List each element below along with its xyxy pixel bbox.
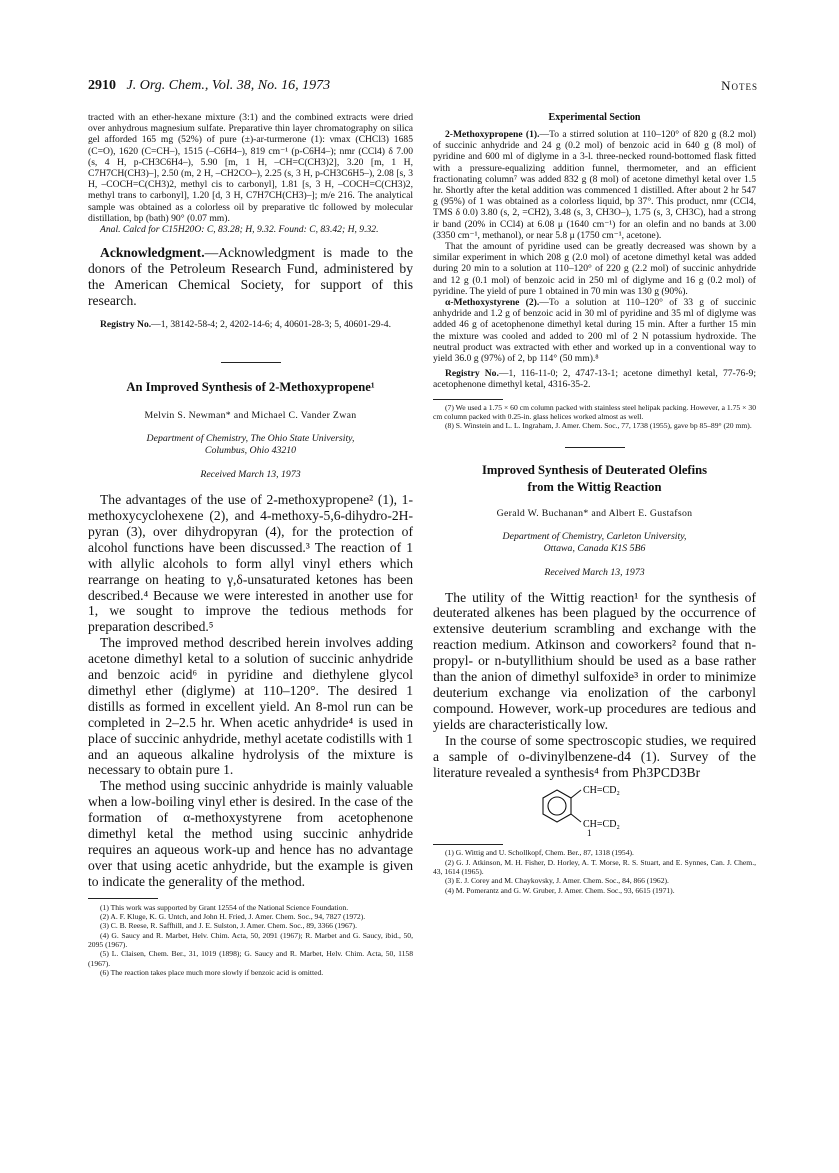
registry-text: —1, 116-11-0; 2, 4747-13-1; acetone dimethyl ketal, 77-76-9; acetophenone dimethyl ketal, 4316-35-2. (433, 368, 757, 391)
analysis-line: Anal. Calcd for C15H20O: C, 83.28; H, 9.32. Found: C, 83.42; H, 9.32. (100, 224, 379, 236)
structure-number: 1 (587, 828, 592, 837)
experimental-heading: Experimental Section (548, 112, 641, 123)
body-paragraph-2: In the course of some spectroscopic studies, we required a sample of o-divinylbenzene-d4 (1). Survey of the literature revealed a synthesis⁴ from Ph3PCD3Br (433, 732, 756, 780)
footnote: (4) G. Saucy and R. Marbet, Helv. Chim. Acta, 50, 2091 (1967); R. Marbet and G. Saucy, ibid., 50, 2095 (1967). (88, 930, 413, 949)
structure-drawing (433, 780, 756, 836)
experimental-paragraph-2: That the amount of pyridine used can be greatly decreased was shown by a similar experiment in which 208 g (2.0 mol) of acetone dimethyl ketal was added during 20 min to a solution at 110–120° of 220 g (2.2 mol) of succinic anhydride and 12 g (0.1 mol) of benzoic acid in 250 ml of diglyme and 16 g (0.2 mol) of pyridine. The yield of pure 1 obtained in 70 min was 130 g (90%). (433, 241, 756, 297)
running-head (88, 78, 330, 94)
continued-paragraph: tracted with an ether-hexane mixture (3:1) and the combined extracts were dried over anhydrous magnesium sulfate. Preparative thin layer chromatography on silica gel afforded 165 mg (52%) of pure (±)-ar-turmerone (1): νmax (CHCl3) 1685 (C=O), 1620 (C=CH–), 1515 (–C6H4–), 819 cm⁻¹ (p-C6H4–); nmr (CCl4) δ 7.00 (s, 4 H, p-CH3C6H4–), 5.90 [m, 1 H, –CH=C(CH3)2], 3.20 [m, 1 H, C7H7CH(CH3)–], 2.50 (m, 2 H, –CH2CO–), 2.25 (s, 3 H, p-CH3C6H5–), 2.08 [s, 3 H, –COCH=C(CH3)2, methyl cis to carbonyl], 1.81 [s, 3 H, –COCH=C(CH3)2, methyl trans to carbonyl], 1.20 [d, 3 H, C7H7CH(CH3)–]; m/e 216. The analytical sample was obtained as a colorless oil by preparative tlc followed by molecular distillation, bp (bath) 90° (0.07 mm). (88, 112, 413, 224)
footnote: (4) M. Pomerantz and G. W. Gruber, J. Amer. Chem. Soc., 93, 6615 (1971). (445, 885, 675, 895)
structure-substituent-top: CH=CD₂ (583, 785, 620, 797)
affiliation-line-1: Department of Chemistry, Carleton University, (502, 530, 687, 542)
section-label: Notes (721, 78, 758, 93)
footnotes (433, 403, 756, 431)
acknowledgment-paragraph (88, 245, 413, 309)
footnote-rule (88, 898, 158, 899)
received-date: Received March 13, 1973 (200, 469, 301, 481)
registry-heading: Registry No. (100, 318, 152, 330)
body-paragraph-3: The method using succinic anhydride is mainly valuable when a low-boiling vinyl ether is desired. In the case of the formation of α-methoxystyrene from acetophenone dimethyl ketal the method using succinic anhydride requires an aqueous work-up and hence has no advantage over that using acetic anhydride, but the example is given to indicate the generality of the method. (88, 778, 413, 889)
body-paragraph-2: The improved method described herein involves adding acetone dimethyl ketal to a solution of succinic anhydride and benzoic acid⁶ in pyridine and diethylene glycol dimethyl ether (diglyme) at 110–120°. The desired 1 distills as formed in excellent yield. An 8-mol run can be completed in 2–2.5 hr. When acetic anhydride⁴ is used in place of succinic anhydride, methyl acetate codistills with 1 and an aqueous alkaline hydrolysis of the mixture is necessary to obtain pure 1. (88, 635, 414, 778)
compound-heading: 2-Methoxypropene (1). (445, 129, 540, 140)
experimental-paragraph-3 (433, 297, 756, 364)
affiliation-line-2: Columbus, Ohio 43210 (204, 445, 297, 457)
experimental-paragraph-1 (433, 129, 756, 241)
registry-paragraph (88, 319, 413, 330)
journal-citation: J. Org. Chem., Vol. 38, No. 16, 1973 (126, 78, 331, 93)
article-title-line-1: Improved Synthesis of Deuterated Olefins (481, 462, 708, 477)
acknowledgment-text: —Acknowledgment is made to the donors of the Petroleum Research Fund, administered by the American Chemical Society, for support of this research. (88, 245, 413, 308)
benzene-ring-icon (543, 790, 581, 822)
acknowledgment-heading: Acknowledgment. (100, 245, 205, 261)
procedure-text: —To a stirred solution at 110–120° of 820 g (8.2 mol) of succinic anhydride and 24 g (0.2 mol) of benzoic acid in 640 g (8 mol) of pyridine and 600 ml of diglyme in a 3-l. three-necked round-bottomed flask fitted with a pressure-equalizing addition funnel, thermometer, and an efficient fractionating column⁷ was added 832 g (8 mol) of acetone dimethyl ketal over 1.5 hr. Shortly after the ketal addition was commenced 1 distilled. After about 2 hr 547 g (95%) of 1 was obtained as a colorless liquid, bp 37°. This product, nmr (CCl4, TMS δ 0.0) 3.80 (s, 2, =CH2), 3.48 (s, 3, CH3O–), 1.75 (s, 3, CH3C), had a strong ir band (20% in CCl4) at 6.08 μ (1640 cm⁻¹) for an olefin and no bands at 3.00 (3350 cm⁻¹, methanol), or near 5.8 μ (1750 cm⁻¹, acetone). (433, 129, 756, 241)
footnote-rule (433, 844, 503, 845)
structure-substituent-bottom: CH=CD₂ (583, 819, 620, 831)
left-column (88, 112, 413, 977)
body-paragraph-1: The advantages of the use of 2-methoxypropene² (1), 1-methoxycyclohexene (2), and 4-methoxy-5,6-dihydro-2H-pyran (3), over dihydropyran (4), for the protection of alcohol functions have been discussed.³ The reaction of 1 with allylic alcohols to form allyl vinyl ethers which rearrange on heating to γ,δ-unsaturated ketones has been described.⁴ Because we were interested in another use for 1, we sought to improve the tedious methods for preparation described.⁵ (88, 492, 413, 635)
right-column (433, 112, 756, 895)
affiliation (433, 531, 756, 555)
footnote: (5) L. Claisen, Chem. Ber., 31, 1019 (1898); G. Saucy and R. Marbet, Helv. Chim. Acta, 50, 1158 (1967). (88, 949, 413, 968)
page-number: 2910 (88, 78, 116, 93)
article-authors: Gerald W. Buchanan* and Albert E. Gustafson (496, 507, 693, 519)
registry-heading: Registry No. (445, 368, 499, 380)
affiliation-line-2: Ottawa, Canada K1S 5B6 (543, 542, 646, 554)
footnotes (433, 848, 756, 894)
registry-paragraph (433, 368, 756, 390)
footnote: (1) This work was supported by Grant 12554 of the National Science Foundation. (100, 902, 349, 912)
article-title: An Improved Synthesis of 2-Methoxypropene¹ (126, 380, 375, 395)
affiliation-line-1: Department of Chemistry, The Ohio State University, (146, 433, 355, 445)
footnotes (88, 903, 413, 977)
footnote: (2) G. J. Atkinson, M. H. Fisher, D. Horley, A. T. Morse, R. S. Stuart, and E. Synnes, Can. J. Chem., 43, 1614 (1965). (433, 857, 756, 877)
article-title (433, 462, 756, 496)
affiliation (88, 433, 413, 457)
body-paragraph-1: The utility of the Wittig reaction¹ for the synthesis of deuterated alkenes has been plagued by the occurrence of extensive deuterium scrambling and exchange with the reaction medium. Atkinson and coworkers² found that n-propyl- or n-butyllithium should be used as a base rather than the anion of dimethyl sulfoxide³ in order to minimize deuterium exchange via enolization of the carbonyl compound. However, work-up procedures are tedious and yields are characteristically low. (433, 589, 756, 732)
registry-text: —1, 38142-58-4; 2, 4202-14-6; 4, 40601-28-3; 5, 40601-29-4. (151, 318, 391, 330)
footnote: (2) A. F. Kluge, K. G. Untch, and John H. Fried, J. Amer. Chem. Soc., 94, 7827 (1972). (100, 912, 366, 922)
footnote: (3) E. J. Corey and M. Chaykovsky, J. Amer. Chem. Soc., 84, 866 (1962). (445, 876, 669, 886)
article-authors: Melvin S. Newman* and Michael C. Vander Zwan (144, 410, 357, 422)
page-header (88, 78, 758, 98)
footnote: (6) The reaction takes place much more slowly if benzoic acid is omitted. (100, 967, 324, 977)
footnote: (8) S. Winstein and L. L. Ingraham, J. Amer. Chem. Soc., 77, 1738 (1955), gave bp 85–89° (20 mm). (445, 421, 752, 431)
article-title-line-2: from the Wittig Reaction (527, 479, 662, 494)
divider (565, 447, 625, 448)
compound-heading: α-Methoxystyrene (2). (445, 297, 540, 309)
footnote: (3) C. B. Reese, R. Saffhill, and J. E. Sulston, J. Amer. Chem. Soc., 89, 3366 (1967). (100, 921, 357, 931)
footnote: (7) We used a 1.75 × 60 cm column packed with stainless steel helipak packing. However, a 1.75 × 30 cm column packed with 0.25-in. glass helices worked almost as well. (433, 402, 756, 421)
procedure-text: —To a solution at 110–120° of 33 g of succinic anhydride and 1.2 g of benzoic acid in 30 ml of pyridine and 35 ml of diglyme was added 46 g of acetophenone dimethyl ketal during 15 min. After a further 15 min the mixture was cooled and added to 200 ml of 2 N potassium hydroxide. The neutral product was extracted with ether and worked up in a conventional way to yield 36.0 g (97%) of 2, bp 114° (50 mm).⁸ (433, 297, 756, 365)
chemical-structure (433, 780, 756, 836)
divider (221, 362, 281, 363)
footnote: (1) G. Wittig and U. Schollkopf, Chem. Ber., 87, 1318 (1954). (445, 848, 634, 858)
received-date: Received March 13, 1973 (544, 566, 645, 578)
footnote-rule (433, 399, 503, 400)
